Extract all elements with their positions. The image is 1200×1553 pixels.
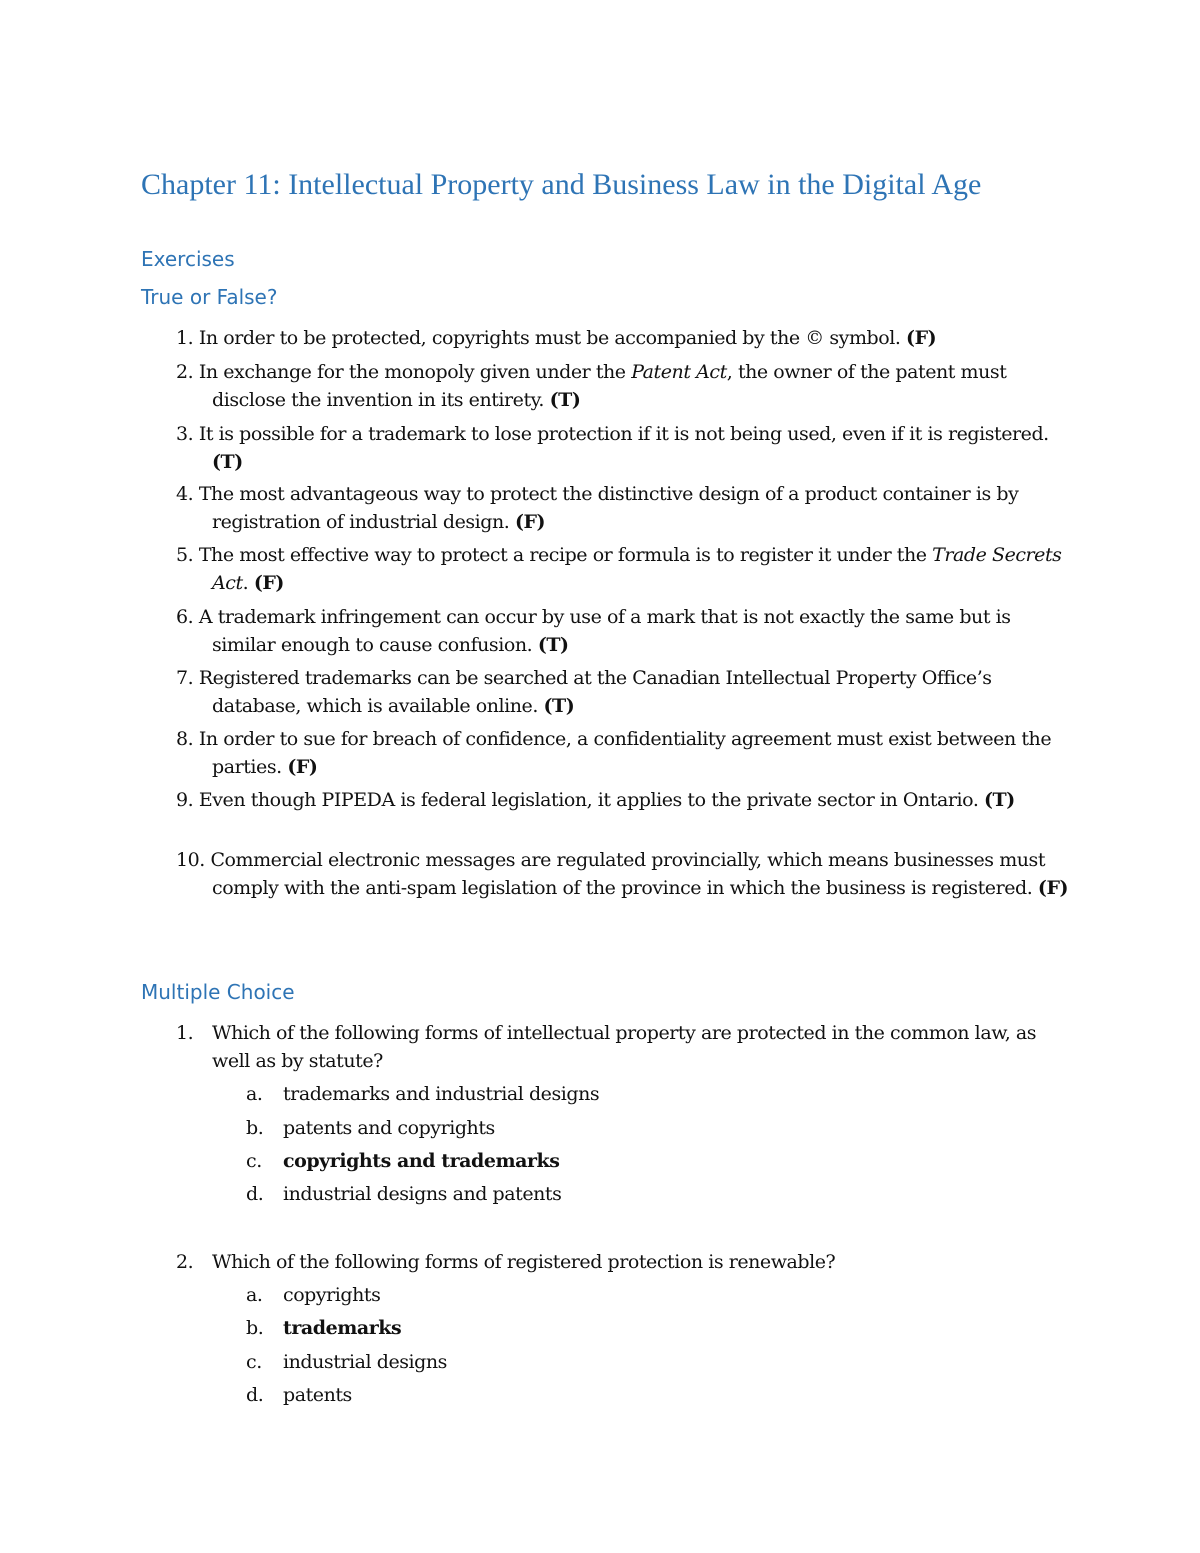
mc-question — [176, 1019, 1056, 1075]
mc-question-text: Which of the following forms of intellectual property are protected in the common law, as well as by statute? — [212, 1022, 1037, 1072]
mc-question — [176, 1248, 1056, 1276]
mc-option: d. industrial designs and patents — [246, 1183, 562, 1205]
mc-option: b. patents and copyrights — [246, 1117, 495, 1139]
tf-item: 4. The most advantageous way to protect the distinctive design of a product container is by registration of industrial design. (F) — [176, 483, 1019, 533]
mc-option-correct: c. copyrights and trademarks — [246, 1150, 560, 1172]
tf-item: 10. Commercial electronic messages are regulated provincially, which means businesses must comply with the anti-spam legislation of the province in which the business is registered. (F) — [176, 849, 1069, 899]
chapter-title: Chapter 11: Intellectual Property and Business Law in the Digital Age — [141, 168, 982, 201]
tf-item: 5. The most effective way to protect a recipe or formula is to register it under the Trade Secrets Act. (F) — [176, 544, 1062, 594]
mc-question-number: 1. — [176, 1022, 194, 1044]
mc-option: a. trademarks and industrial designs — [246, 1083, 600, 1105]
mc-option: a. copyrights — [246, 1284, 381, 1306]
tf-item: 2. In exchange for the monopoly given under the Patent Act, the owner of the patent must disclose the invention in its entirety. (T) — [176, 361, 1007, 411]
mc-option: d. patents — [246, 1384, 352, 1406]
tf-item: 6. A trademark infringement can occur by use of a mark that is not exactly the same but is similar enough to cause confusion. (T) — [176, 606, 1011, 656]
mc-option: c. industrial designs — [246, 1351, 447, 1373]
mc-option-correct: b. trademarks — [246, 1317, 402, 1339]
section-heading-multiple-choice: Multiple Choice — [141, 980, 295, 1004]
mc-question-number: 2. — [176, 1251, 194, 1273]
section-heading-true-false: True or False? — [141, 285, 278, 309]
tf-item: 1. In order to be protected, copyrights must be accompanied by the © symbol. (F) — [176, 327, 937, 349]
tf-item: 9. Even though PIPEDA is federal legislation, it applies to the private sector in Ontario. (T) — [176, 789, 1015, 811]
tf-item: 8. In order to sue for breach of confidence, a confidentiality agreement must exist between the parties. (F) — [176, 728, 1052, 778]
mc-question-text: Which of the following forms of registered protection is renewable? — [212, 1251, 836, 1273]
tf-item: 7. Registered trademarks can be searched at the Canadian Intellectual Property Office’s database, which is available online. (T) — [176, 667, 992, 717]
section-heading-exercises: Exercises — [141, 247, 235, 271]
tf-item: 3. It is possible for a trademark to lose protection if it is not being used, even if it is registered. (T) — [176, 423, 1049, 473]
